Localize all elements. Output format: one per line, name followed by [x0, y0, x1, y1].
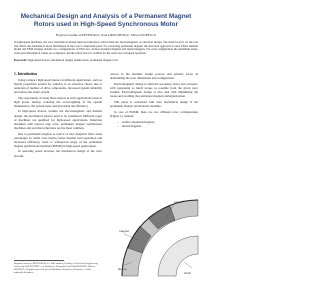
- paper-abstract: In high-speed machines, the rotor mechanical design must become more critical than the electromagnetic or electrical design. The main focus is on the rare and tidlow the mechanical stress distribution in the rotor's component parts. For protecting permanent magnet, the structural approach is used. Finite element model and FEM analysis include two configurations of PM rotor, surface mounted magnets and buried magnets. For each configuration the maximum stress, strain and deformation values are computed, and the safety factor is verified for the rated and overspeed operation.: [14, 40, 198, 55]
- list-item: – buried magnets.: [122, 124, 198, 128]
- figure-label-rotor: rotor: [174, 200, 181, 204]
- paragraph: Using compact high-speed motors is different applications, such as hybrid propulsion system for vehicles is an attractive choice due to reduction of number of drive components, increased system reliability and reduce the entire system.: [14, 77, 102, 94]
- list-item: – surface-mounted magnets;: [122, 120, 198, 124]
- paper-keywords: [14, 59, 198, 63]
- paper-authors: Bogdan-Gruiniu GREFENSKIL, Paul DROUNESKU, Mircea POPESCU: [55, 33, 157, 37]
- rotor-cross-section-figure: [118, 196, 200, 278]
- paragraph: critical in the machine design process and primary factor in determining the rotor dimensions and configuration.: [110, 72, 198, 81]
- paper-title: Mechanical Design and Analysis of a Permanent Magnet Rotors used in High-Speed Synchronous Motor: [20, 13, 192, 28]
- figure-label-sleeve: sleeve: [118, 267, 127, 271]
- paragraph: In case of PMSM, there are two different rotor configurations (Figure 1), namely:: [110, 109, 198, 118]
- figure-label-shaft: shaft: [184, 271, 191, 275]
- paragraph: Due to permanent magnets as source of rotor magnetic field, some advantages as, small rotor inertia, better thermal load separation and increased efficiency, leads to widespread usage of the permanent magnet synchronous machine (PMSM) in high-speed applications.: [14, 131, 102, 148]
- paragraph: In high-speed motors, besides the electromagnetic and thermal design, the mechanical aspects need to be considered. Different types of machines are qualified for high-speed applications. Induction machines with layered cage rotor, permanent magnet synchronous machines and switched reluctance are the most common.: [14, 109, 102, 130]
- rotor-config-list: [110, 120, 198, 128]
- keywords-label: Keywords:: [14, 58, 28, 62]
- paragraph: The opportunity of using those motors in such applications leads to high power density, reducing the overweighting of the system maintenance, the system noise and increasing the efficiency.: [14, 95, 102, 108]
- keywords-text: high-speed motors, mechanical design, tensile stress, permanent magnet rotor: [28, 58, 118, 62]
- paragraph: Electromagnetic design is often the secondary factor and concerns, with generating as much torque as possible from the given rotor volume. Electromagnetic design is also deal with minimizing the losses and avoiding the permanent magnets demagnetization.: [110, 81, 198, 99]
- paragraph: This paper is concerned with rotor mechanical design of the permanent magnet synchronous machine.: [110, 99, 198, 108]
- section-heading-introduction: 1. Introduction: [14, 72, 38, 76]
- figure-label-magnet: magnet: [119, 229, 130, 233]
- left-column: [14, 72, 102, 159]
- paragraph: In operating speed increase, the mechanical design of the rotor become: [14, 149, 102, 158]
- right-column: [110, 72, 198, 128]
- footnote: Bogdan-Gruiniu GREFENSKIL is a PhD student, Faculty of Electrical Engineering, University POLITEHNICA of Bucharest, Romania; Paul DROUNESKU, Mircea POPESCU, Department of Electrical Machines, Bucharest, Romania, e-mail: author@elth.pub.ro: [14, 261, 99, 275]
- shaft: [158, 236, 198, 276]
